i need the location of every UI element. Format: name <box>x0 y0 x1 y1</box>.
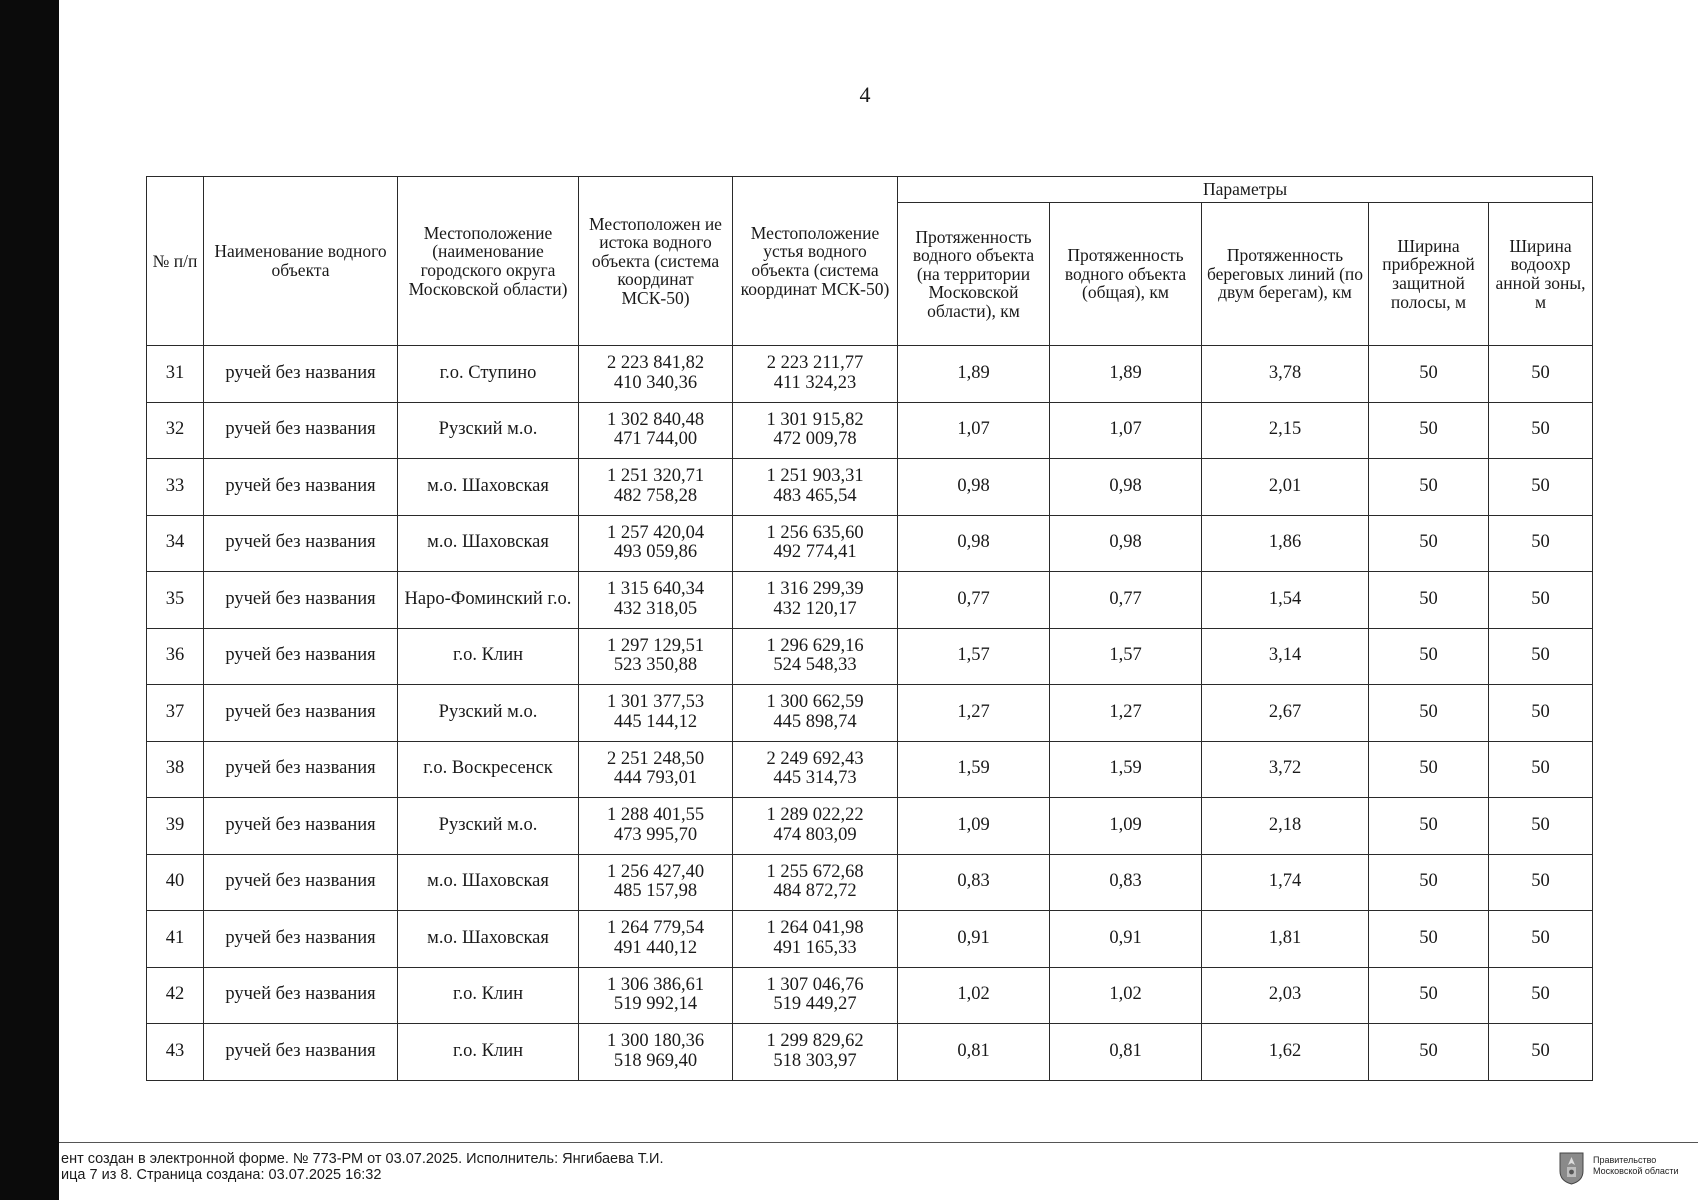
coord-x: 1 315 640,34 <box>606 579 705 600</box>
cell-coastal-strip: 50 <box>1369 741 1489 798</box>
cell-length-total: 1,27 <box>1050 685 1202 742</box>
header-shoreline: Протяженность береговых линий (по двум берегам), км <box>1202 203 1369 346</box>
cell-source-coords <box>579 911 733 968</box>
coord-x: 1 256 427,40 <box>606 861 705 882</box>
cell-location: Рузский м.о. <box>398 798 579 855</box>
cell-source-coords <box>579 741 733 798</box>
coord-y: 485 157,98 <box>613 881 698 902</box>
cell-water-zone: 50 <box>1489 854 1593 911</box>
table-row <box>147 459 1593 516</box>
cell-name: ручей без названия <box>204 741 398 798</box>
coord-y: 519 449,27 <box>773 994 857 1015</box>
cell-coastal-strip: 50 <box>1369 346 1489 403</box>
cell-mouth-coords <box>733 741 898 798</box>
cell-name: ручей без названия <box>204 967 398 1024</box>
cell-shoreline: 1,81 <box>1202 911 1369 968</box>
cell-shoreline: 2,15 <box>1202 402 1369 459</box>
coord-y: 519 992,14 <box>613 994 698 1015</box>
cell-water-zone: 50 <box>1489 572 1593 629</box>
coord-y: 432 318,05 <box>613 598 698 619</box>
cell-source-coords <box>579 346 733 403</box>
coord-x: 1 306 386,61 <box>606 974 705 995</box>
cell-mouth-coords <box>733 911 898 968</box>
header-water-zone: Ширина водоохр анной зоны, м <box>1489 203 1593 346</box>
cell-num: 41 <box>147 911 204 968</box>
cell-length-mo: 1,57 <box>898 628 1050 685</box>
coord-x: 2 223 841,82 <box>606 353 705 374</box>
header-name: Наименование водного объекта <box>204 177 398 346</box>
cell-shoreline: 3,78 <box>1202 346 1369 403</box>
cell-num: 36 <box>147 628 204 685</box>
coord-y: 444 793,01 <box>613 768 698 789</box>
cell-length-total: 0,81 <box>1050 1024 1202 1081</box>
cell-water-zone: 50 <box>1489 1024 1593 1081</box>
coord-x: 2 251 248,50 <box>606 748 705 769</box>
coord-y: 518 303,97 <box>773 1050 857 1071</box>
coord-y: 484 872,72 <box>773 881 857 902</box>
cell-source-coords <box>579 967 733 1024</box>
table-row <box>147 741 1593 798</box>
cell-source-coords <box>579 1024 733 1081</box>
table-row <box>147 967 1593 1024</box>
coord-x: 1 251 903,31 <box>766 466 864 487</box>
cell-mouth-coords <box>733 854 898 911</box>
coord-x: 1 299 829,62 <box>766 1031 864 1052</box>
header-length-mo: Протяженность водного объекта (на территории Московской области), км <box>898 203 1050 346</box>
cell-mouth-coords <box>733 346 898 403</box>
cell-name: ручей без названия <box>204 854 398 911</box>
cell-source-coords <box>579 572 733 629</box>
cell-location: м.о. Шаховская <box>398 515 579 572</box>
cell-coastal-strip: 50 <box>1369 685 1489 742</box>
scan-left-edge <box>0 0 59 1200</box>
table-row <box>147 402 1593 459</box>
footer-organization <box>1593 1155 1698 1177</box>
cell-location: г.о. Клин <box>398 1024 579 1081</box>
cell-water-zone: 50 <box>1489 459 1593 516</box>
cell-shoreline: 2,18 <box>1202 798 1369 855</box>
cell-location: м.о. Шаховская <box>398 911 579 968</box>
coord-y: 472 009,78 <box>773 429 857 450</box>
cell-source-coords <box>579 628 733 685</box>
coord-x: 1 251 320,71 <box>606 466 705 487</box>
cell-mouth-coords <box>733 402 898 459</box>
coord-x: 1 300 662,59 <box>766 692 864 713</box>
cell-location: г.о. Клин <box>398 967 579 1024</box>
coord-x: 1 296 629,16 <box>766 635 864 656</box>
coord-y: 492 774,41 <box>773 542 857 563</box>
page-number: 4 <box>859 82 871 107</box>
cell-shoreline: 3,72 <box>1202 741 1369 798</box>
cell-shoreline: 3,14 <box>1202 628 1369 685</box>
cell-num: 40 <box>147 854 204 911</box>
header-params-group: Параметры <box>898 177 1593 203</box>
cell-source-coords <box>579 798 733 855</box>
cell-name: ручей без названия <box>204 1024 398 1081</box>
cell-num: 39 <box>147 798 204 855</box>
cell-shoreline: 2,03 <box>1202 967 1369 1024</box>
table-row <box>147 515 1593 572</box>
cell-water-zone: 50 <box>1489 911 1593 968</box>
cell-length-total: 1,07 <box>1050 402 1202 459</box>
cell-source-coords <box>579 854 733 911</box>
cell-coastal-strip: 50 <box>1369 572 1489 629</box>
table-row <box>147 628 1593 685</box>
coord-x: 1 257 420,04 <box>606 522 705 543</box>
cell-num: 32 <box>147 402 204 459</box>
cell-length-total: 0,98 <box>1050 459 1202 516</box>
header-row-group <box>147 177 1593 203</box>
cell-num: 33 <box>147 459 204 516</box>
cell-source-coords <box>579 685 733 742</box>
footer-note <box>61 1151 663 1183</box>
cell-shoreline: 2,67 <box>1202 685 1369 742</box>
cell-length-total: 1,57 <box>1050 628 1202 685</box>
coord-y: 518 969,40 <box>613 1050 698 1071</box>
cell-length-mo: 0,98 <box>898 459 1050 516</box>
header-num: № п/п <box>147 177 204 346</box>
cell-length-total: 0,83 <box>1050 854 1202 911</box>
table-row <box>147 572 1593 629</box>
cell-location: г.о. Клин <box>398 628 579 685</box>
coord-y: 524 548,33 <box>773 655 857 676</box>
coord-x: 1 297 129,51 <box>606 635 705 656</box>
coord-y: 523 350,88 <box>613 655 698 676</box>
cell-coastal-strip: 50 <box>1369 798 1489 855</box>
coord-y: 482 758,28 <box>613 485 698 506</box>
table-row <box>147 346 1593 403</box>
table-row <box>147 1024 1593 1081</box>
coord-y: 474 803,09 <box>773 824 857 845</box>
cell-name: ручей без названия <box>204 798 398 855</box>
cell-location: Наро-Фоминский г.о. <box>398 572 579 629</box>
table-row <box>147 685 1593 742</box>
footer-org-line-1: Правительство <box>1593 1155 1657 1165</box>
cell-coastal-strip: 50 <box>1369 628 1489 685</box>
coord-y: 473 995,70 <box>613 824 698 845</box>
cell-mouth-coords <box>733 685 898 742</box>
cell-mouth-coords <box>733 459 898 516</box>
cell-length-mo: 0,81 <box>898 1024 1050 1081</box>
cell-shoreline: 2,01 <box>1202 459 1369 516</box>
coord-y: 493 059,86 <box>613 542 698 563</box>
coord-x: 1 307 046,76 <box>766 974 864 995</box>
coord-x: 1 255 672,68 <box>766 861 864 882</box>
coord-y: 445 314,73 <box>773 768 857 789</box>
header-location: Местоположение (наименование городского округа Московской области) <box>398 177 579 346</box>
footer-line-1: ент создан в электронной форме. № 773-РМ от 03.07.2025. Исполнитель: Янгибаева Т.И. <box>61 1151 664 1167</box>
cell-name: ручей без названия <box>204 685 398 742</box>
cell-num: 42 <box>147 967 204 1024</box>
header-mouth: Местоположение устья водного объекта (система координат МСК-50) <box>733 177 898 346</box>
cell-mouth-coords <box>733 1024 898 1081</box>
cell-location: Рузский м.о. <box>398 685 579 742</box>
cell-length-total: 0,98 <box>1050 515 1202 572</box>
coord-y: 491 440,12 <box>613 937 698 958</box>
coord-y: 432 120,17 <box>773 598 857 619</box>
cell-coastal-strip: 50 <box>1369 459 1489 516</box>
cell-shoreline: 1,74 <box>1202 854 1369 911</box>
cell-shoreline: 1,86 <box>1202 515 1369 572</box>
cell-length-mo: 0,77 <box>898 572 1050 629</box>
coord-y: 483 465,54 <box>773 485 857 506</box>
cell-source-coords <box>579 515 733 572</box>
coord-x: 2 223 211,77 <box>766 353 864 374</box>
cell-mouth-coords <box>733 572 898 629</box>
cell-location: г.о. Воскресенск <box>398 741 579 798</box>
cell-coastal-strip: 50 <box>1369 402 1489 459</box>
cell-length-mo: 1,59 <box>898 741 1050 798</box>
coord-x: 1 302 840,48 <box>606 409 705 430</box>
header-length-total: Протяженность водного объекта (общая), км <box>1050 203 1202 346</box>
cell-num: 31 <box>147 346 204 403</box>
cell-length-mo: 1,27 <box>898 685 1050 742</box>
cell-name: ручей без названия <box>204 572 398 629</box>
coat-of-arms-icon <box>1558 1151 1585 1185</box>
cell-mouth-coords <box>733 967 898 1024</box>
cell-length-mo: 1,02 <box>898 967 1050 1024</box>
coord-y: 411 324,23 <box>773 372 857 393</box>
cell-water-zone: 50 <box>1489 741 1593 798</box>
cell-length-mo: 1,09 <box>898 798 1050 855</box>
cell-length-total: 1,02 <box>1050 967 1202 1024</box>
cell-num: 34 <box>147 515 204 572</box>
cell-shoreline: 1,62 <box>1202 1024 1369 1081</box>
footer-divider <box>59 1142 1698 1143</box>
cell-mouth-coords <box>733 515 898 572</box>
cell-location: м.о. Шаховская <box>398 459 579 516</box>
cell-location: г.о. Ступино <box>398 346 579 403</box>
coord-x: 1 288 401,55 <box>606 805 705 826</box>
cell-length-mo: 1,89 <box>898 346 1050 403</box>
cell-coastal-strip: 50 <box>1369 967 1489 1024</box>
header-coastal-strip: Ширина прибрежной защитной полосы, м <box>1369 203 1489 346</box>
cell-name: ручей без названия <box>204 346 398 403</box>
coord-x: 1 256 635,60 <box>766 522 864 543</box>
cell-coastal-strip: 50 <box>1369 911 1489 968</box>
cell-length-total: 0,77 <box>1050 572 1202 629</box>
cell-mouth-coords <box>733 798 898 855</box>
water-objects-table <box>146 176 1593 1081</box>
table-row <box>147 854 1593 911</box>
cell-name: ручей без названия <box>204 515 398 572</box>
cell-water-zone: 50 <box>1489 515 1593 572</box>
footer-line-2: ица 7 из 8. Страница создана: 03.07.2025 16:32 <box>61 1167 382 1183</box>
cell-water-zone: 50 <box>1489 967 1593 1024</box>
coord-x: 2 249 692,43 <box>766 748 864 769</box>
coord-x: 1 264 041,98 <box>766 918 864 939</box>
cell-water-zone: 50 <box>1489 685 1593 742</box>
cell-coastal-strip: 50 <box>1369 515 1489 572</box>
cell-location: Рузский м.о. <box>398 402 579 459</box>
cell-length-total: 0,91 <box>1050 911 1202 968</box>
cell-name: ручей без названия <box>204 459 398 516</box>
cell-water-zone: 50 <box>1489 798 1593 855</box>
cell-num: 38 <box>147 741 204 798</box>
cell-mouth-coords <box>733 628 898 685</box>
coord-y: 445 898,74 <box>773 711 857 732</box>
coord-y: 410 340,36 <box>613 372 698 393</box>
cell-length-total: 1,89 <box>1050 346 1202 403</box>
cell-name: ручей без названия <box>204 628 398 685</box>
coord-x: 1 264 779,54 <box>606 918 705 939</box>
cell-length-mo: 1,07 <box>898 402 1050 459</box>
cell-water-zone: 50 <box>1489 402 1593 459</box>
cell-coastal-strip: 50 <box>1369 1024 1489 1081</box>
coord-x: 1 301 377,53 <box>606 692 705 713</box>
cell-water-zone: 50 <box>1489 628 1593 685</box>
cell-source-coords <box>579 459 733 516</box>
cell-source-coords <box>579 402 733 459</box>
coord-x: 1 301 915,82 <box>766 409 864 430</box>
cell-length-total: 1,59 <box>1050 741 1202 798</box>
coord-y: 471 744,00 <box>613 429 698 450</box>
cell-length-mo: 0,83 <box>898 854 1050 911</box>
cell-length-mo: 0,91 <box>898 911 1050 968</box>
cell-name: ручей без названия <box>204 911 398 968</box>
cell-shoreline: 1,54 <box>1202 572 1369 629</box>
header-source: Местоположен ие истока водного объекта (система координат МСК-50) <box>579 177 733 346</box>
table-body <box>147 346 1593 1081</box>
cell-name: ручей без названия <box>204 402 398 459</box>
coord-x: 1 316 299,39 <box>766 579 864 600</box>
cell-num: 37 <box>147 685 204 742</box>
cell-water-zone: 50 <box>1489 346 1593 403</box>
table-row <box>147 798 1593 855</box>
cell-length-mo: 0,98 <box>898 515 1050 572</box>
cell-length-total: 1,09 <box>1050 798 1202 855</box>
table-row <box>147 911 1593 968</box>
coord-x: 1 300 180,36 <box>606 1031 705 1052</box>
cell-coastal-strip: 50 <box>1369 854 1489 911</box>
footer-org-line-2: Московской области <box>1593 1166 1679 1176</box>
cell-location: м.о. Шаховская <box>398 854 579 911</box>
coord-y: 491 165,33 <box>773 937 857 958</box>
coord-x: 1 289 022,22 <box>766 805 864 826</box>
cell-num: 43 <box>147 1024 204 1081</box>
coord-y: 445 144,12 <box>613 711 698 732</box>
cell-num: 35 <box>147 572 204 629</box>
